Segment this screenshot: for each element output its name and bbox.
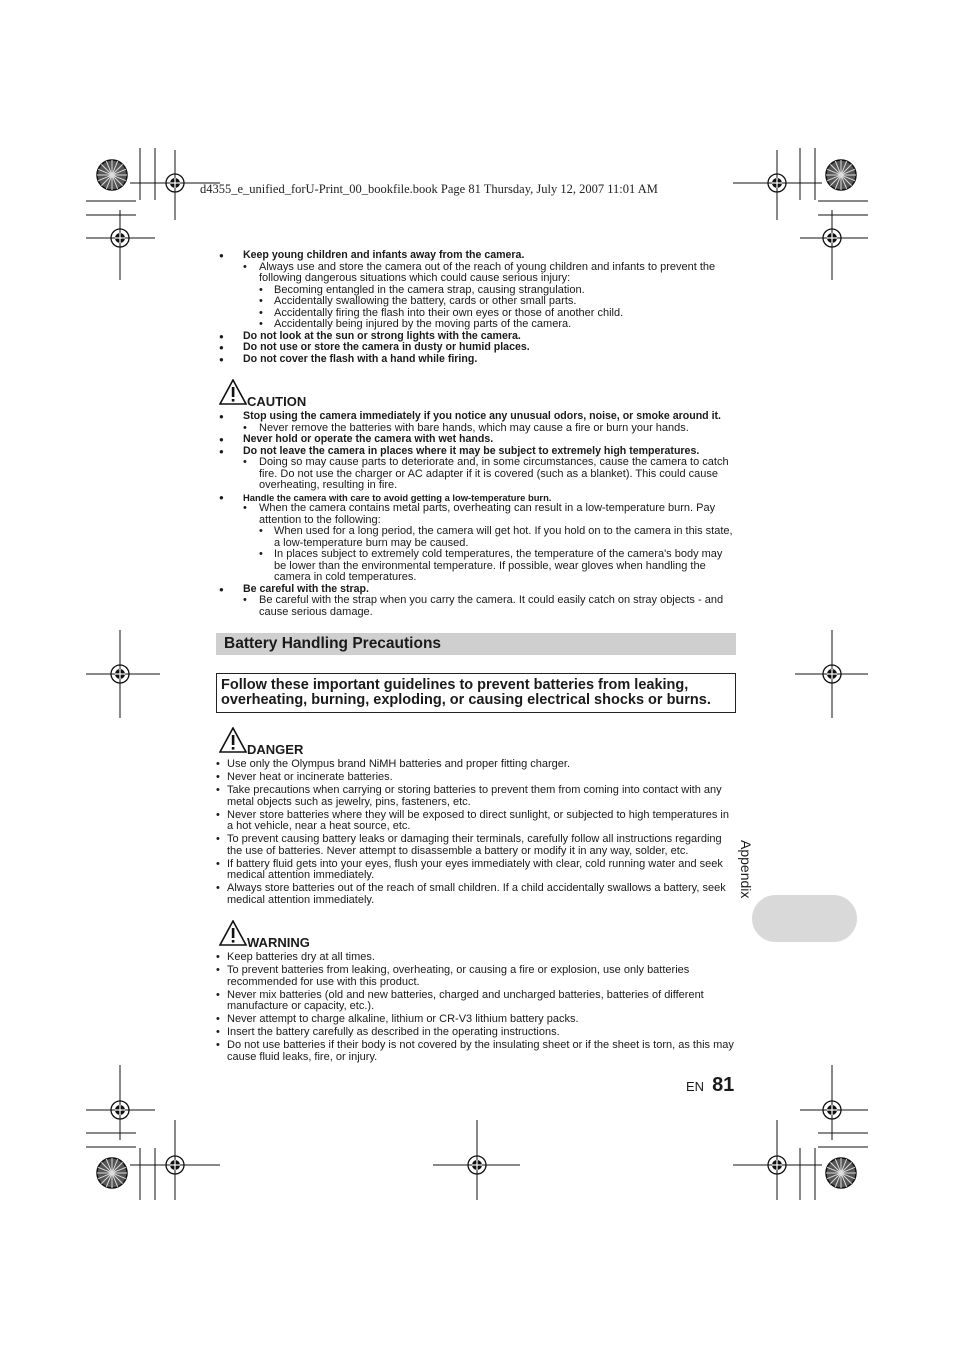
list-item: ● Do not cover the flash with a hand while firing. (216, 354, 736, 366)
list-item: ● Never hold or operate the camera with wet hands. (216, 434, 736, 446)
crosshair-icon (459, 1147, 495, 1183)
warning-list (216, 952, 736, 1063)
list-item: • Use only the Olympus brand NiMH batteries and proper fitting charger. (216, 759, 736, 771)
danger-list (216, 759, 736, 906)
list-item: ● Do not leave the camera in places where it may be subject to extremely high temperatures. (216, 446, 736, 458)
warning-triangle-icon (219, 727, 247, 753)
list-item: • Accidentally swallowing the battery, cards or other small parts. (216, 296, 736, 308)
page-number (686, 1074, 734, 1097)
crosshair-icon (102, 1092, 138, 1128)
list-item: • When used for a long period, the camera will get hot. If you hold on to the camera in this state, a low-temperature burn may be caused. (216, 526, 736, 549)
list-item: • Never remove the batteries with bare hands, which may cause a fire or burn your hands. (216, 423, 736, 435)
list-item: • Keep batteries dry at all times. (216, 952, 736, 964)
list-item: • To prevent causing battery leaks or damaging their terminals, carefully follow all instructions regarding the use of batteries. Never attempt to disassemble a battery or modify it in any way, solder, etc. (216, 834, 736, 857)
list-item: ● Do not use or store the camera in dusty or humid places. (216, 342, 736, 354)
crosshair-icon (157, 1147, 193, 1183)
caution-heading (216, 383, 736, 407)
crosshair-icon (102, 220, 138, 256)
list-item: • Never heat or incinerate batteries. (216, 772, 736, 784)
section-title: Battery Handling Precautions (216, 633, 736, 655)
guideline-box: Follow these important guidelines to prevent batteries from leaking, overheating, burning, exploding, or causing electrical shocks or burns. (216, 673, 736, 713)
caution-list (216, 411, 736, 618)
language-code: EN (686, 1079, 705, 1094)
list-item: • Doing so may cause parts to deteriorate and, in some circumstances, cause the camera to catch fire. Do not use the charger or AC adapter if it is covered (such as a blanket). This could cause overheating, resulting in fire. (216, 457, 736, 492)
crosshair-icon (157, 165, 193, 201)
crosshair-icon (102, 656, 138, 692)
list-item: • Always use and store the camera out of the reach of young children and infants to prevent the following dangerous situations which could cause serious injury: (216, 262, 736, 285)
list-item: • Becoming entangled in the camera strap, causing strangulation. (216, 285, 736, 297)
side-tab-label: Appendix (738, 840, 754, 899)
starburst-icon (97, 160, 127, 190)
crosshair-icon (759, 1147, 795, 1183)
list-item: • To prevent batteries from leaking, overheating, or causing a fire or explosion, use only batteries recommended for use with this product. (216, 965, 736, 988)
list-item: ● Do not look at the sun or strong lights with the camera. (216, 331, 736, 343)
warning-triangle-icon (219, 379, 247, 405)
list-item: • Be careful with the strap when you carry the camera. It could easily catch on stray objects - and cause serious damage. (216, 595, 736, 618)
list-item: • Do not use batteries if their body is not covered by the insulating sheet or if the sheet is torn, as this may cause fluid leaks, fire, or injury. (216, 1040, 736, 1063)
list-item: • Never store batteries where they will be exposed to direct sunlight, or subjected to high temperatures in a hot vehicle, near a heat source, etc. (216, 810, 736, 833)
list-item: • If battery fluid gets into your eyes, flush your eyes immediately with clear, cold running water and seek medical attention immediately. (216, 859, 736, 882)
caution-title: CAUTION (247, 393, 307, 409)
list-item: • Never mix batteries (old and new batteries, charged and uncharged batteries, batteries of different manufacture or capacity, etc.). (216, 990, 736, 1013)
list-item: • Accidentally firing the flash into their own eyes or those of another child. (216, 308, 736, 320)
list-item: • Accidentally being injured by the moving parts of the camera. (216, 319, 736, 331)
list-item: ● Keep young children and infants away from the camera. (216, 250, 736, 262)
page-content (216, 250, 736, 1063)
safety-list (216, 250, 736, 365)
warning-title: WARNING (247, 934, 310, 950)
danger-title: DANGER (247, 741, 304, 757)
print-slug: d4355_e_unified_forU-Print_00_bookfile.book Page 81 Thursday, July 12, 2007 11:01 AM (200, 182, 658, 196)
list-item: • Take precautions when carrying or storing batteries to prevent them from coming into contact with any metal objects such as jewelry, pins, fasteners, etc. (216, 785, 736, 808)
list-item: • Never attempt to charge alkaline, lithium or CR-V3 lithium battery packs. (216, 1014, 736, 1026)
side-tab (752, 895, 857, 942)
danger-heading (216, 731, 736, 755)
starburst-icon (826, 1158, 856, 1188)
list-item: ● Stop using the camera immediately if you notice any unusual odors, noise, or smoke around it. (216, 411, 736, 423)
crosshair-icon (814, 220, 850, 256)
starburst-icon (826, 160, 856, 190)
page-number-value: 81 (712, 1074, 735, 1096)
list-item: ● Handle the camera with care to avoid getting a low-temperature burn. (216, 492, 736, 504)
list-item: • When the camera contains metal parts, overheating can result in a low-temperature burn. Pay attention to the following: (216, 503, 736, 526)
starburst-icon (97, 1158, 127, 1188)
crosshair-icon (759, 165, 795, 201)
warning-triangle-icon (219, 920, 247, 946)
list-item: • In places subject to extremely cold temperatures, the temperature of the camera's body may be lower than the environmental temperature. If possible, wear gloves when handling the camera in cold temperatures. (216, 549, 736, 584)
list-item: • Insert the battery carefully as described in the operating instructions. (216, 1027, 736, 1039)
crosshair-icon (814, 1092, 850, 1128)
warning-heading (216, 924, 736, 948)
list-item: • Always store batteries out of the reach of small children. If a child accidentally swallows a battery, seek medical attention immediately. (216, 883, 736, 906)
crosshair-icon (814, 656, 850, 692)
list-item: ● Be careful with the strap. (216, 584, 736, 596)
